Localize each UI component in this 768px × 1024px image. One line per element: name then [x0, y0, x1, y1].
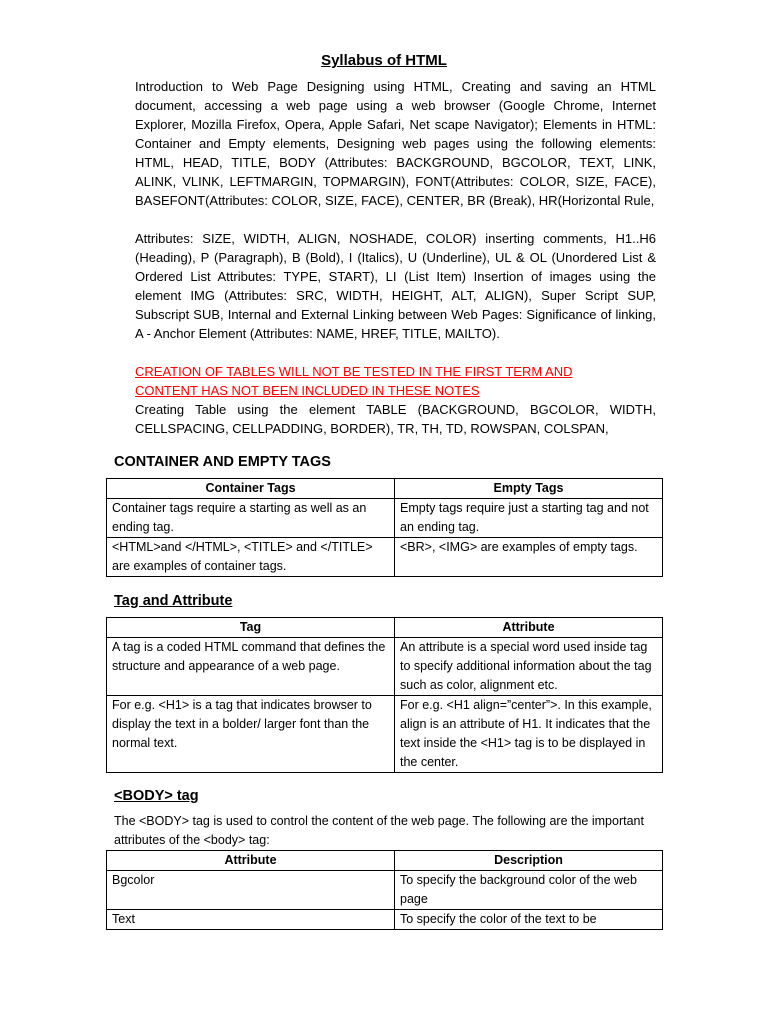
- table-row: [107, 499, 663, 538]
- table-row: [107, 696, 663, 773]
- notice-line-2: CONTENT HAS NOT BEEN INCLUDED IN THESE NOTES: [135, 383, 480, 398]
- table-row: [107, 910, 663, 930]
- table-cell: Empty tags require just a starting tag and not an ending tag.: [395, 499, 663, 538]
- container-empty-table: [106, 478, 663, 577]
- table-header-cell: Description: [395, 851, 663, 871]
- table-cell: To specify the color of the text to be: [395, 910, 663, 930]
- table-cell: <HTML>and </HTML>, <TITLE> and </TITLE> are examples of container tags.: [107, 538, 395, 577]
- tag-section-heading: Tag and Attribute: [114, 593, 233, 609]
- syllabus-paragraph-2: Attributes: SIZE, WIDTH, ALIGN, NOSHADE, COLOR) inserting comments, H1..H6 (Heading), P (Paragraph), B (Bold), I (Italics), U (Underline), UL & OL (Unordered List & Ordered List Attributes: TYPE, START), LI (List Item) Insertion of images using the element IMG (Attributes: SRC, WIDTH, HEIGHT, ALT, ALIGN), Super Script SUP, Subscript SUB, Internal and External Linking between Web Pages: Significance of linking, A - Anchor Element (Attributes: NAME, HREF, TITLE, MAILTO).: [135, 231, 656, 341]
- tables-notice: [135, 362, 656, 400]
- syllabus-paragraph-3: Creating Table using the element TABLE (BACKGROUND, BGCOLOR, WIDTH, CELLSPACING, CELLPADDING, BORDER), TR, TH, TD, ROWSPAN, COLSPAN,: [135, 402, 656, 436]
- table-cell: Container tags require a starting as well as an ending tag.: [107, 499, 395, 538]
- table-header-row: [107, 851, 663, 871]
- table-row: [107, 638, 663, 696]
- table-cell: To specify the background color of the web page: [395, 871, 663, 910]
- tag-attribute-table: [106, 617, 663, 773]
- table-header-cell: Attribute: [395, 618, 663, 638]
- table-cell: For e.g. <H1 align=”center”>. In this example, align is an attribute of H1. It indicates that the text inside the <H1> tag is to be displayed in the center.: [395, 696, 663, 773]
- table-cell: For e.g. <H1> is a tag that indicates browser to display the text in a bolder/ larger font than the normal text.: [107, 696, 395, 773]
- table-row: [107, 538, 663, 577]
- body-section-intro: The <BODY> tag is used to control the content of the web page. The following are the important attributes of the <body> tag:: [114, 814, 644, 847]
- table-header-row: [107, 618, 663, 638]
- table-header-cell: Empty Tags: [395, 479, 663, 499]
- syllabus-paragraph-1: Introduction to Web Page Designing using HTML, Creating and saving an HTML document, accessing a web page using a web browser (Google Chrome, Internet Explorer, Mozilla Firefox, Opera, Apple Safari, Net scape Navigator); Elements in HTML: Container and Empty elements, Designing web pages using the following elements: HTML, HEAD, TITLE, BODY (Attributes: BACKGROUND, BGCOLOR, TEXT, LINK, ALINK, VLINK, LEFTMARGIN, TOPMARGIN), FONT(Attributes: COLOR, SIZE, FACE), BASEFONT(Attributes: COLOR, SIZE, FACE), CENTER, BR (Break), HR(Horizontal Rule,: [135, 79, 656, 208]
- table-header-cell: Attribute: [107, 851, 395, 871]
- table-header-row: [107, 479, 663, 499]
- body-attributes-table: [106, 850, 663, 930]
- table-row: [107, 871, 663, 910]
- table-cell: Text: [107, 910, 395, 930]
- table-cell: <BR>, <IMG> are examples of empty tags.: [395, 538, 663, 577]
- container-section-heading: CONTAINER AND EMPTY TAGS: [114, 454, 331, 470]
- table-cell: An attribute is a special word used inside tag to specify additional information about the tag such as color, alignment etc.: [395, 638, 663, 696]
- table-cell: Bgcolor: [107, 871, 395, 910]
- notice-line-1: CREATION OF TABLES WILL NOT BE TESTED IN THE FIRST TERM AND: [135, 364, 573, 379]
- body-section-heading: <BODY> tag: [114, 788, 199, 804]
- table-cell: A tag is a coded HTML command that defines the structure and appearance of a web page.: [107, 638, 395, 696]
- page-title: Syllabus of HTML: [321, 52, 447, 69]
- table-header-cell: Tag: [107, 618, 395, 638]
- table-header-cell: Container Tags: [107, 479, 395, 499]
